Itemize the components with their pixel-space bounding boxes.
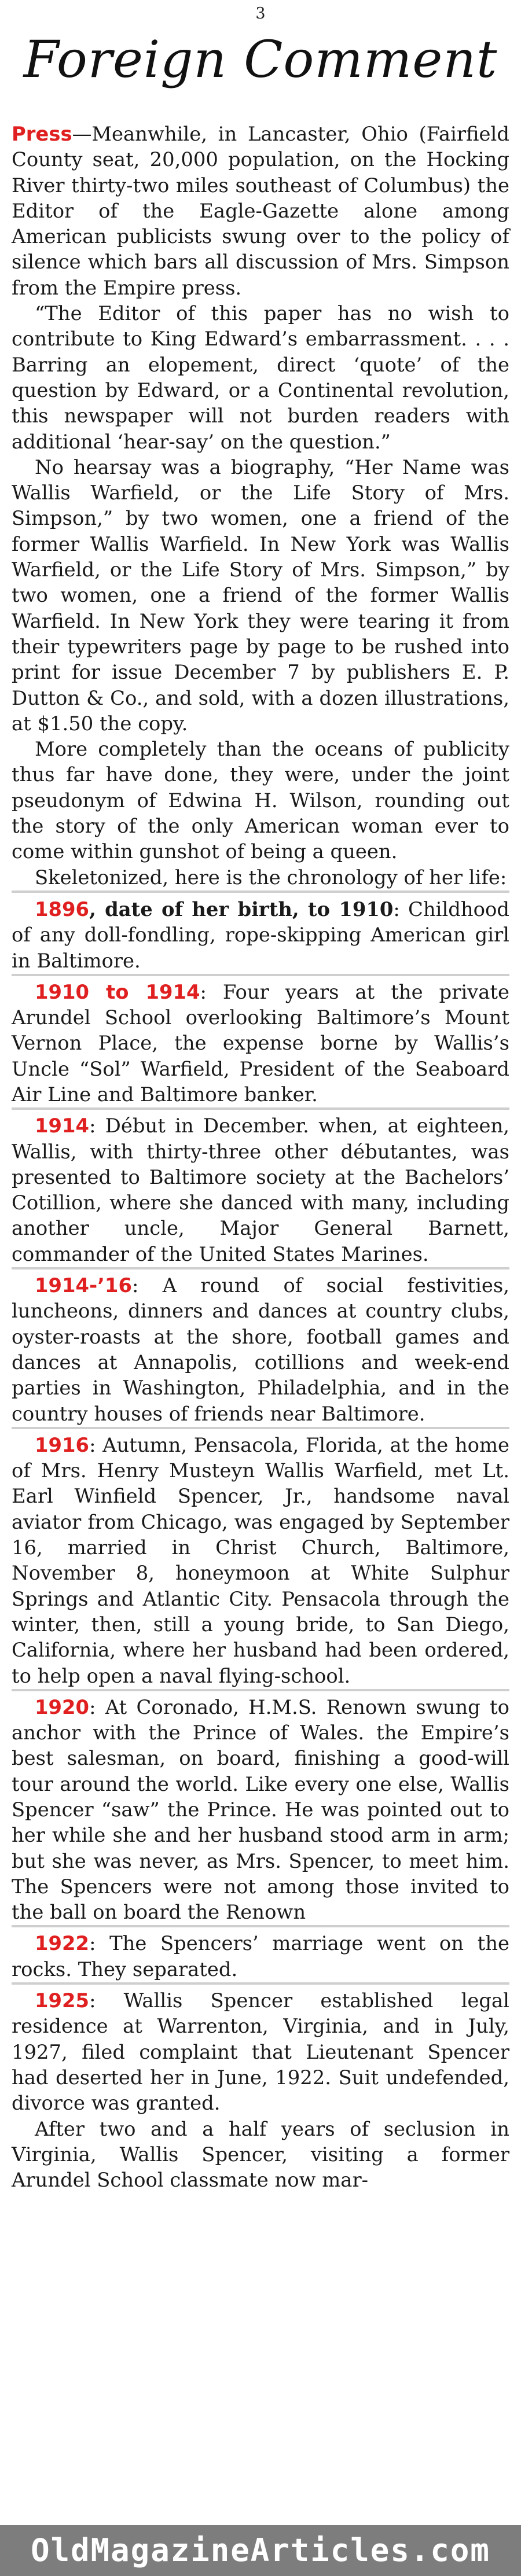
entry-text: : Childhood of any doll-fondling, rope-skipping American girl in Baltimore. xyxy=(12,897,509,972)
article-body xyxy=(12,122,509,2193)
page-number: 3 xyxy=(255,5,266,23)
entry-date: 1896 xyxy=(35,897,90,921)
quote-paragraph: “The Editor of this paper has no wish to contribute to King Edward’s embarrassment. . . . Barring an elopement, direct ‘quote’ of the question by Edward, or a Continental revolution, this newspaper will not burden readers with additional ‘hear-say’ on the question.” xyxy=(12,302,509,453)
chronology-intro: Skeletonized, here is the chronology of her life: xyxy=(35,866,507,889)
entry-text: : Wallis Spencer established legal residence at Warrenton, Virginia, and in July, 1927, filed complaint that Lieutenant Spencer had deserted her in June, 1922. Suit undefended, divorce was granted. xyxy=(12,1989,509,2115)
entry-text: : A round of social festivities, luncheons, dinners and dances at country clubs, oyster-roasts at the shore, football games and dances at Annapolis, cotillions and week-end parties in Washington, Philadelphia, and in the country houses of friends near Baltimore. xyxy=(12,1274,509,1425)
entry-text: : Début in December. when, at eighteen, Wallis, with thirty-three other débutantes, was presented to Baltimore society at the Bachelors’ Cotillion, where she danced with many, including another uncle, Major General Barnett, commander of the United States Marines. xyxy=(12,1114,509,1265)
entry-text: : The Spencers’ marriage went on the rocks. They separated. xyxy=(12,1932,509,1981)
entry-date: 1914 xyxy=(35,1114,90,1138)
entry-date: 1925 xyxy=(35,1989,90,2012)
entry-date: 1916 xyxy=(35,1433,90,1456)
entry-date: 1910 to 1914 xyxy=(35,980,200,1003)
intro-lead: Press xyxy=(12,123,72,145)
chronology-entry xyxy=(12,1267,509,1427)
entry-text: : Autumn, Pensacola, Florida, at the home of Mrs. Henry Musteyn Wallis Warfield, met Lt. Earl Winfield Spencer, Jr., handsome naval aviator from Chicago, was engaged by September 16, married in Christ Church, Baltimore, November 8, honeymoon at White Sulphur Springs and Atlantic City. Pensacola through the winter, then, still a young bride, to San Diego, California, where her husband had been ordered, to help open a naval flying-school. xyxy=(12,1433,509,1687)
entry-text: : Four years at the private Arundel School overlooking Baltimore’s Mount Vernon Place, the expense borne by Wallis’s Uncle “Sol” Warfield, President of the Seaboard Air Line and Baltimore banker. xyxy=(12,980,509,1106)
entry-text: : At Coronado, H.M.S. Renown swung to anchor with the Prince of Wales. the Empire’s best salesman, on board, finishing a good-will tour around the world. Like every one else, Wallis Spencer “saw” the Prince. He was pointed out to her while she and her husband stood arm in arm; but she was never, as Mrs. Spencer, to meet him. The Spencers were not among those invited to the ball on board the Renown xyxy=(12,1695,509,1924)
intro-text: —Meanwhile, in Lancaster, Ohio (Fairfield County seat, 20,000 population, on the Hocking River thirty-two miles southeast of Columbus) the Editor of the Eagle-Gazette alone among American publicists swung over to the policy of silence which bars all discussion of Mrs. Simpson from the Empire press. xyxy=(12,123,509,299)
chronology-entry xyxy=(12,1925,509,1982)
entry-date: 1914-’16 xyxy=(35,1274,132,1297)
chronology-entry xyxy=(12,1107,509,1267)
section-heading: Foreign Comment xyxy=(23,30,498,89)
intro-paragraph xyxy=(12,122,509,301)
chronology-entry xyxy=(12,1427,509,1689)
chronology-entry xyxy=(12,1689,509,1926)
pseudonym-paragraph: More completely than the oceans of publicity thus far have done, they were, under the joint pseudonym of Edwina H. Wilson, rounding out the story of the only American woman ever to come within gunshot of being a queen. xyxy=(12,738,509,863)
chronology-entry xyxy=(12,974,509,1107)
chronology-entry xyxy=(12,1982,509,2116)
closing-paragraph: After two and a half years of seclusion in Virginia, Wallis Spencer, visiting a former Arundel School classmate now mar- xyxy=(12,2117,509,2192)
entry-date: 1920 xyxy=(35,1695,90,1718)
site-footer-watermark: OldMagazineArticles.com xyxy=(0,2525,521,2576)
entry-date: 1922 xyxy=(35,1932,90,1955)
chronology-entry xyxy=(12,890,509,974)
biography-paragraph: No hearsay was a biography, “Her Name was Wallis Warfield, or the Life Story of Mrs. Simpson,” by two women, one a friend of the former Wallis Warfield. In New York was Wallis Warfield, or the Life Story of Mrs. Simpson,” by two women, one a friend of the former Wallis Warfield. In New York they were tearing it from their typewriters page by page to be rushed into print for issue December 7 by publishers E. P. Dutton & Co., and sold, with a dozen illustrations, at $1.50 the copy. xyxy=(12,455,509,735)
entry-date-tail: , date of her birth, to 1910 xyxy=(89,897,394,921)
